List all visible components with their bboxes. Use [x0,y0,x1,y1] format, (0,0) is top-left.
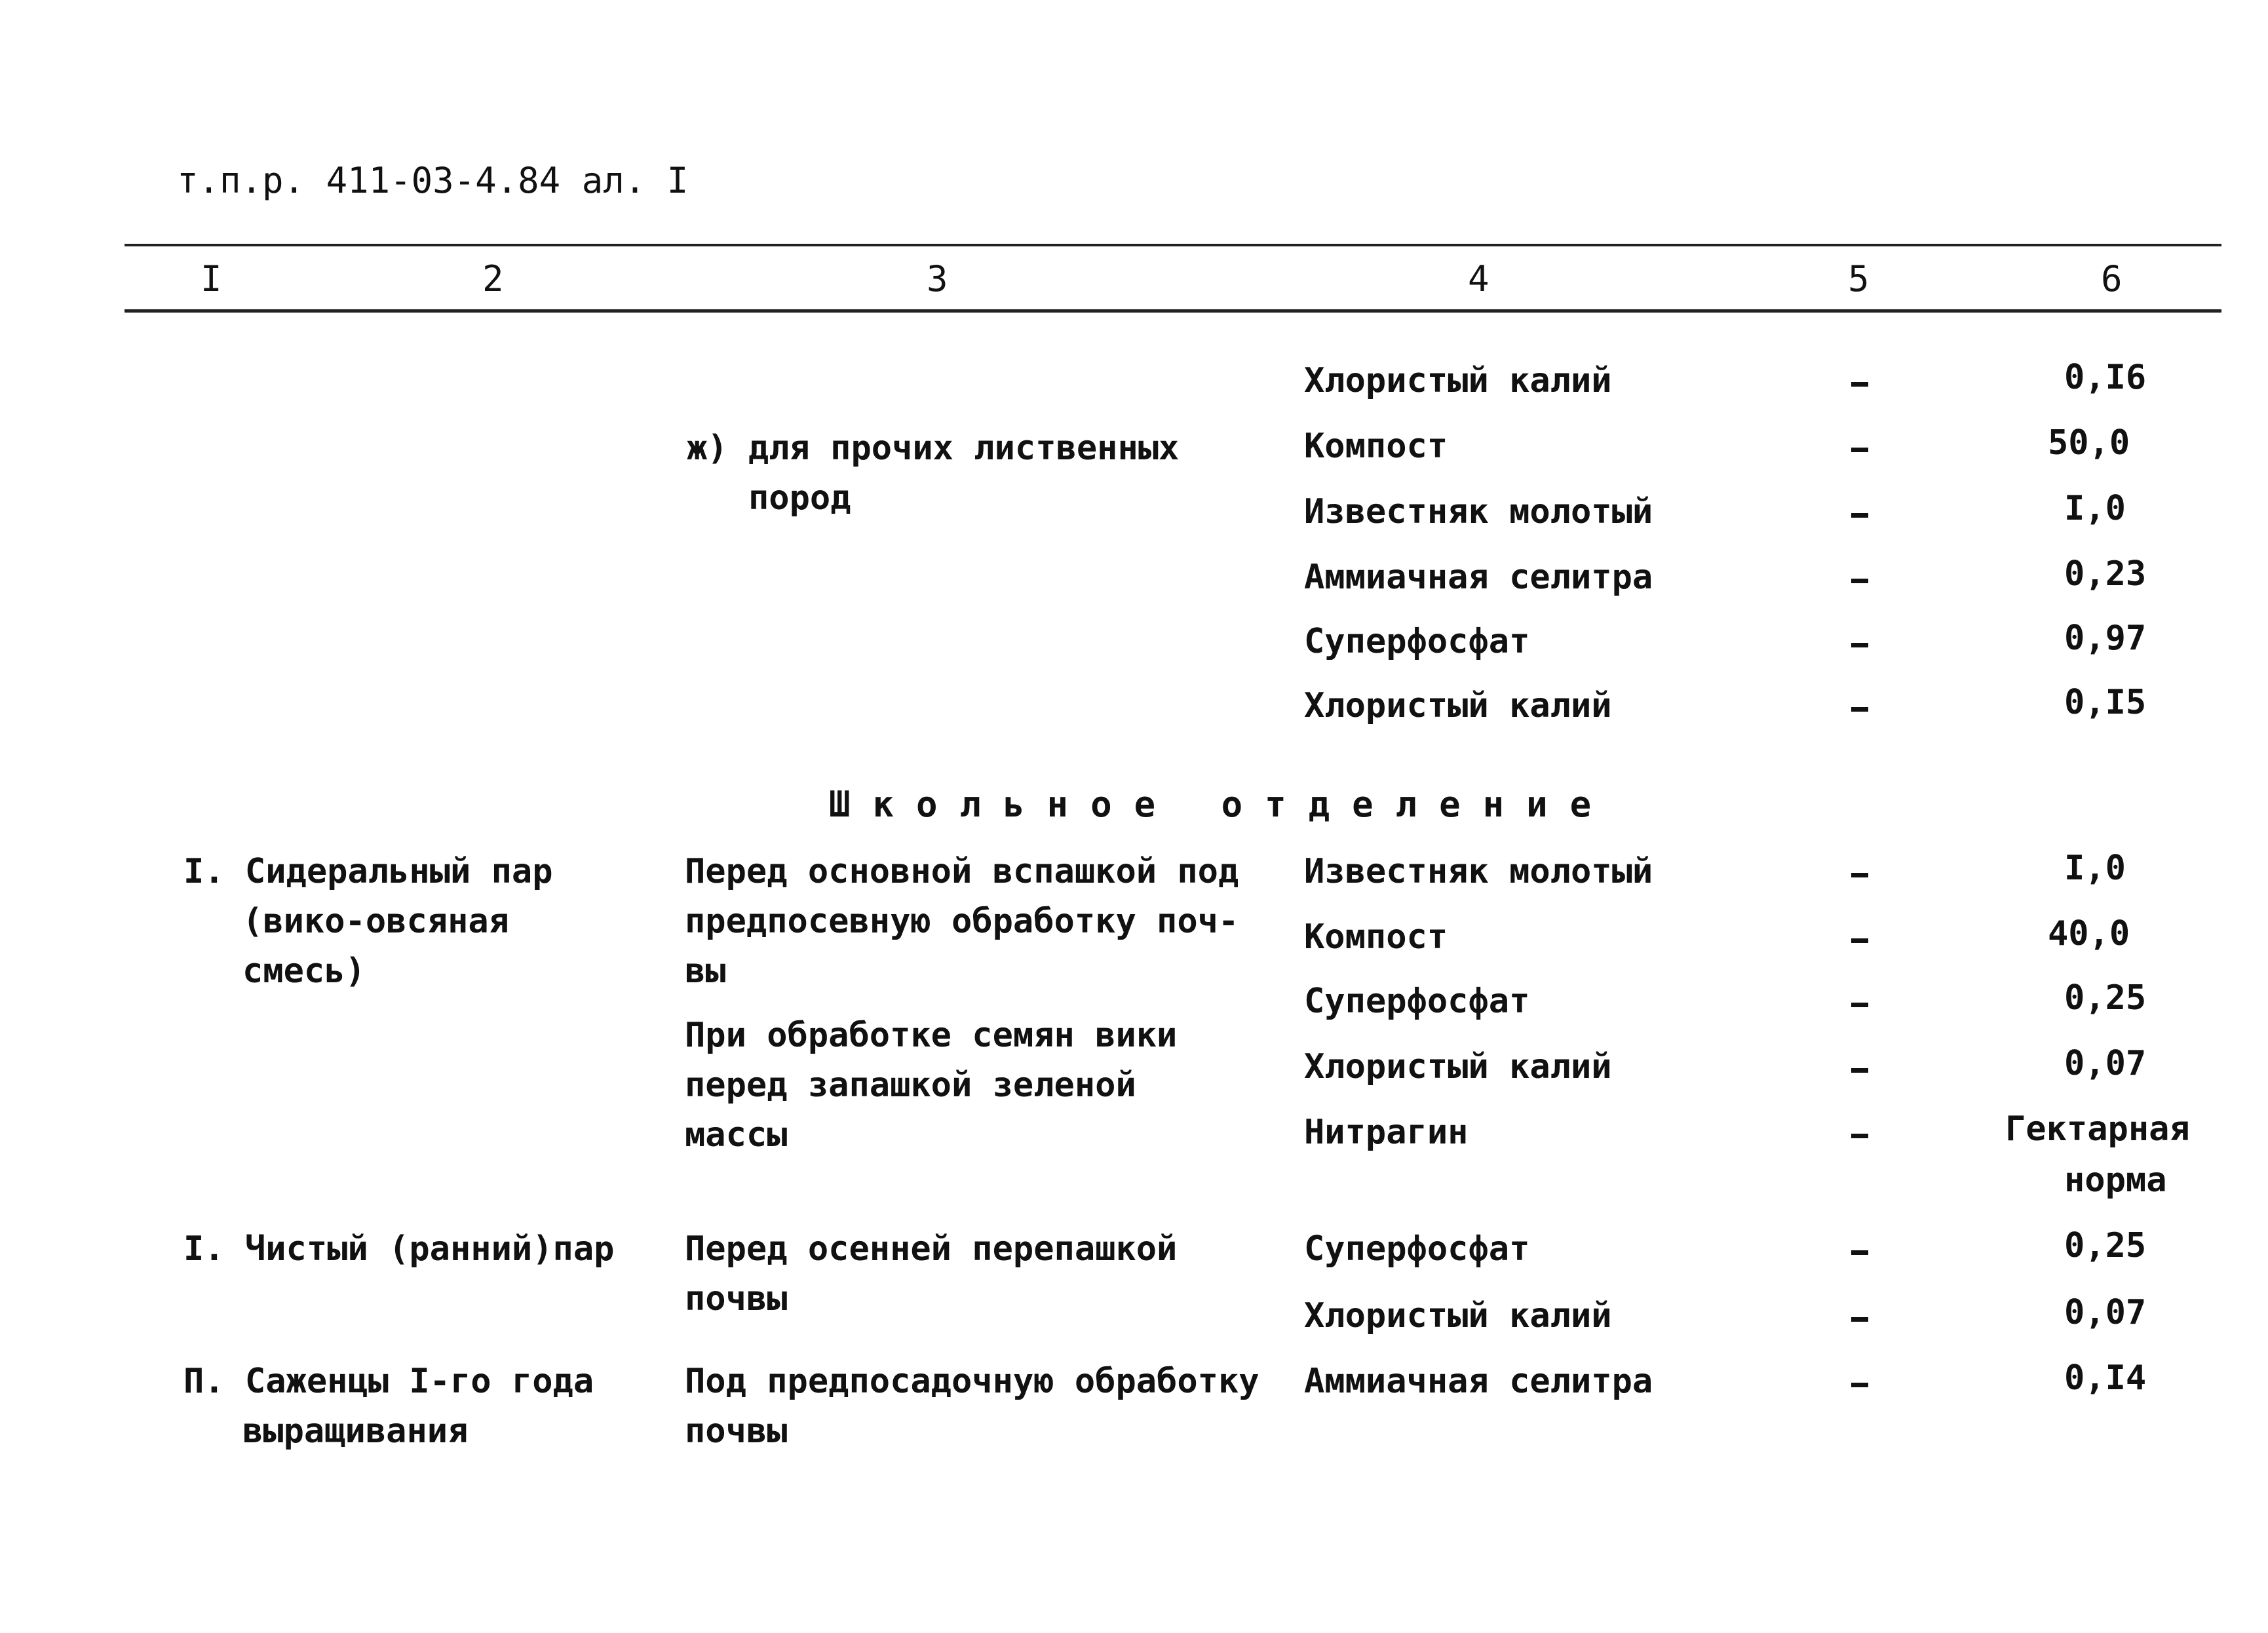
description-line: ж) для прочих лиственных [687,429,1180,468]
column-header-3: 3 [927,258,948,299]
header-bottom-rule [125,309,2221,313]
timing-line: перед запашкой зеленой [685,1066,1136,1105]
material-name: Аммиачная селитра [1304,558,1653,597]
norm-value: I,0 [2064,489,2126,528]
unit-dash [1851,1317,1868,1322]
material-name: Хлористый калий [1304,361,1612,400]
norm-value: I,0 [2064,849,2126,888]
unit-dash [1851,938,1868,943]
material-name: Суперфосфат [1304,622,1530,661]
unit-dash [1851,643,1868,647]
group-name-line: смесь) [242,951,366,991]
timing-line: почвы [685,1412,788,1451]
material-name: Компост [1304,917,1448,957]
unit-dash [1851,448,1868,452]
header-top-rule [125,244,2221,246]
norm-value: 0,25 [2064,978,2147,1018]
material-name: Хлористый калий [1304,1296,1612,1335]
column-header-1: I [201,258,222,299]
timing-line: Перед основной вспашкой под [685,852,1239,891]
norm-value: 0,97 [2064,619,2147,658]
norm-value: 50,0 [2048,423,2130,463]
timing-line: массы [685,1115,788,1155]
description-line: пород [748,478,851,518]
unit-dash [1851,579,1868,583]
timing-line: почвы [685,1279,788,1318]
norm-value: Гектарная [2005,1109,2190,1149]
material-name: Хлористый калий [1304,1047,1612,1086]
material-name: Известняк молотый [1304,492,1653,531]
column-header-5: 5 [1848,258,1870,299]
unit-dash [1851,1383,1868,1387]
unit-dash [1851,1250,1868,1255]
timing-line: предпосевную обработку поч- [685,902,1239,941]
unit-dash [1851,513,1868,518]
group-name-line: (вико-овсяная [242,902,509,941]
timing-line: Перед осенней перепашкой [685,1229,1178,1269]
column-header-6: 6 [2101,258,2123,299]
unit-dash [1851,382,1868,387]
norm-value: 0,25 [2064,1226,2147,1265]
norm-value: 0,23 [2064,554,2147,594]
timing-line: При обработке семян вики [685,1016,1178,1055]
column-header-2: 2 [482,258,504,299]
norm-value: 0,07 [2064,1044,2147,1083]
material-name: Компост [1304,427,1448,466]
norm-value: 40,0 [2048,914,2130,953]
norm-value: 0,I5 [2064,683,2147,722]
material-name: Известняк молотый [1304,852,1653,891]
material-name: Аммиачная селитра [1304,1362,1653,1401]
norm-value: 0,07 [2064,1293,2147,1332]
norm-value-continued: норма [2064,1161,2167,1200]
material-name: Нитрагин [1304,1113,1469,1152]
column-header-4: 4 [1468,258,1490,299]
unit-dash [1851,1134,1868,1138]
material-name: Суперфосфат [1304,982,1530,1021]
group-name-line: П. Саженцы I-го года [183,1362,594,1401]
material-name: Суперфосфат [1304,1229,1530,1269]
norm-value: 0,I6 [2064,358,2147,397]
group-name-line: выращивания [242,1412,469,1451]
timing-line: Под предпосадочную обработку [685,1362,1259,1401]
timing-line: вы [685,951,726,991]
document-reference: т.п.р. 411-03-4.84 ал. I [177,160,689,201]
unit-dash [1851,1003,1868,1007]
section-title: Школьное отделение [829,784,1614,825]
unit-dash [1851,873,1868,877]
group-name-line: I. Чистый (ранний)пар [183,1229,615,1269]
material-name: Хлористый калий [1304,686,1612,725]
unit-dash [1851,1068,1868,1073]
norm-value: 0,I4 [2064,1358,2147,1398]
unit-dash [1851,707,1868,712]
group-name-line: I. Сидеральный пар [183,852,553,891]
